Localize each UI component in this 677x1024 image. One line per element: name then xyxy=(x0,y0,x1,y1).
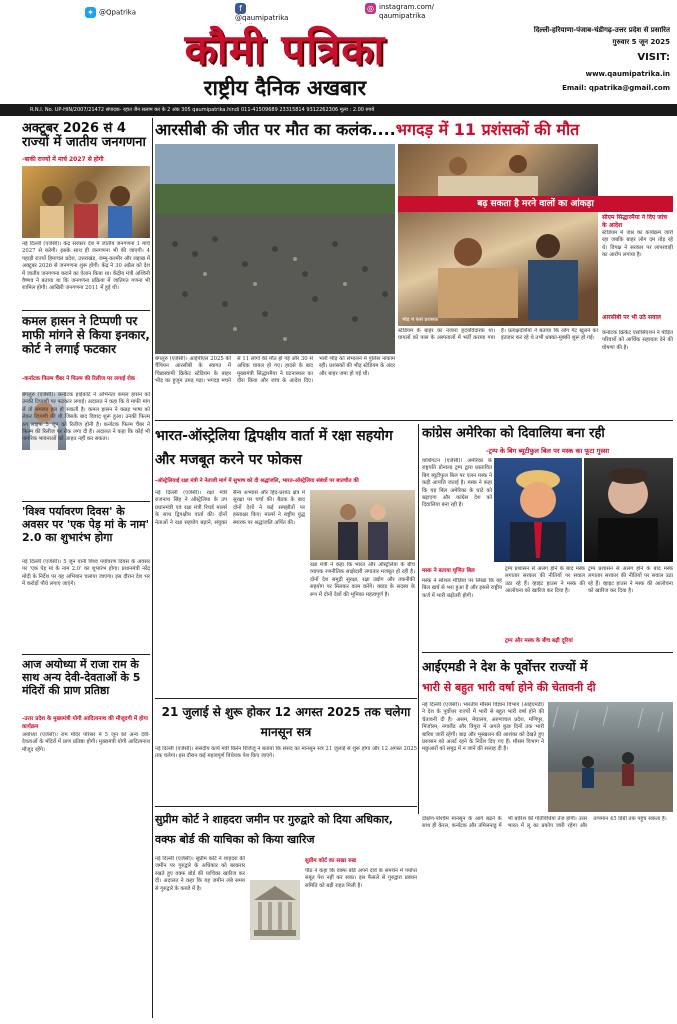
rescue-illustration xyxy=(398,144,598,196)
supreme-court-title[interactable]: सुप्रीम कोर्ट ने शाहदरा जमीन पर गुरुद्वारे को दिया अधिकार, वक्फ बोर्ड की याचिका को किया खारिज xyxy=(155,813,393,846)
india-australia-body-2: रक्षा मंत्री ने कहा कि भारत और ऑस्ट्रेलिया के बीच व्यापक रणनीतिक साझेदारी लगातार मजबूत हो रही है। दोनों देश समुद्री सुरक्षा, रक्षा उद्योग और तकनीकी सहयोग पर मिलकर काम करेंगे। क्वाड के सदस्य के रूप में दोनों देशों की भूमिका महत्वपूर्ण है। xyxy=(310,562,415,598)
twitter-icon: ✦ xyxy=(85,7,96,18)
rain-photo xyxy=(548,702,673,812)
injured-photo-2 xyxy=(398,212,598,326)
monsoon-body: नई दिल्ली (एजेंसी)। संसदीय कार्य मंत्री किरेन रिजिजू ने बताया कि संसद का मानसून सत्र 21 जुलाई से शुरू होगा और 12 अगस्त 2025 तक चलेगा। इस दौरान कई महत्वपूर्ण विधेयक पेश किए जाएंगे। xyxy=(155,746,417,760)
ministers-illustration xyxy=(310,490,415,560)
article-ayodhya-title[interactable]: आज अयोध्या में राजा राम के साथ अन्य देवी-देवताओं के 5 मंदिरों की प्राण प्रतिष्ठा xyxy=(22,658,141,697)
headline-part-b: भगदड़ में 11 प्रशंसकों की मौत xyxy=(395,120,580,139)
supreme-court-body-2: पीठ ने कहा कि वक्फ बोर्ड अपने दावे के समर्थन में पर्याप्त सबूत पेश नहीं कर सका। इस फैसले से गुरुद्वारा प्रबंधन समिति को बड़ी राहत मिली है। xyxy=(305,868,417,889)
facebook-handle[interactable]: f @qaumipatrika xyxy=(235,4,289,22)
vertical-divider xyxy=(418,424,419,814)
congress-body: वाशिंगटन (एजेंसी)। अमेरिका के राष्ट्रपति डोनाल्ड ट्रम्प द्वारा प्रस्तावित बिग ब्यूटीफुल बिल पर एलन मस्क ने कड़ी आपत्ति जताई है। मस्क ने कहा कि यह बिल अमेरिका के घाटे को बढ़ाएगा और कांग्रेस देश को दिवालिया बना रही है। xyxy=(422,458,492,509)
imd-title[interactable]: आईएमडी ने देश के पूर्वोत्तर राज्यों में xyxy=(422,659,588,674)
defence-meeting-photo xyxy=(310,490,415,560)
article-ayodhya-body: अयोध्या (एजेंसी)। राम मंदिर परिसर में 5 जून को अन्य देवी-देवताओं के मंदिरों में प्राण प्रतिष्ठा होगी। मुख्यमंत्री योगी आदित्यनाथ मौजूद रहेंगे। xyxy=(22,732,150,753)
flood-illustration xyxy=(548,702,673,812)
rcb-article-body: बेंगलुरु (एजेंसी)। आईपीएल 2025 की चैंपियन आरसीबी के स्वागत में चिन्नास्वामी क्रिकेट स्टेडियम के बाहर भीड़ का हुजूम उमड़ पड़ा। भगदड़ मचने से 11 लोगों की मौत हो गई और 30 से अधिक घायल हो गए। हादसे के बाद मुख्यमंत्री सिद्धारमैया ने घटनास्थल का दौरा किया और जांच के आदेश दिए। भारी भीड़ को संभालने में पुलिस नाकाम रही। प्रशंसकों की भीड़ स्टेडियम के अंदर और बाहर जमा हो गई थी। xyxy=(155,356,395,385)
monsoon-title[interactable]: 21 जुलाई से शुरू होकर 12 अगस्त 2025 तक चलेगा मानसून सत्र xyxy=(161,705,411,739)
masthead-subtitle: राष्ट्रीय दैनिक अखबार xyxy=(203,76,367,100)
instagram-handle[interactable]: ◎ instagram.com/ qaumipatrika xyxy=(367,3,435,20)
supreme-court-subtitle: सुप्रीम कोर्ट का सख्त रुख xyxy=(305,858,357,864)
headline-part-a: आरसीबी की जीत पर मौत का कलंक.... xyxy=(155,120,396,139)
congress-body-4: ट्रम्प प्रशासन से अलग होने के बाद मस्क लगातार सरकार की नीतियों पर सवाल उठा रहे हैं। व्हाइट हाउस ने मस्क की आलोचना को खारिज कर दिया है। xyxy=(588,566,673,595)
supreme-court-photo xyxy=(250,880,300,940)
congress-title[interactable]: कांग्रेस अमेरिका को दिवालिया बना रही xyxy=(422,426,605,441)
trump-portrait xyxy=(494,458,582,562)
article-ayodhya-sub: -उत्तर प्रदेश के मुख्यमंत्री योगी आदित्यनाथ की मौजूदगी में होगा कार्यक्रम xyxy=(22,716,148,730)
musk-portrait xyxy=(584,458,673,562)
social-bar xyxy=(0,0,677,24)
rcb-article-body-2: स्टेडियम के बाहर का नजारा हृदयविदारक था। घायलों को पास के अस्पतालों में भर्ती कराया गया है। प्रत्यक्षदर्शियों ने बताया कि लोग गेट खुलने का इंतजार कर रहे थे तभी धक्का-मुक्की शुरू हो गई। xyxy=(398,328,598,342)
website-link[interactable]: www.qaumipatrika.in xyxy=(585,70,670,78)
side-title-rcb[interactable]: आरसीबी पर भी उठे सवाल xyxy=(602,314,661,321)
trump-photo xyxy=(494,458,582,562)
left-column xyxy=(22,118,150,1018)
photo-caption: भीड़ में फंसे प्रशंसक xyxy=(402,317,438,323)
article-environment-body: नई दिल्ली (एजेंसी)। 5 जून यानी विश्व पर्यावरण दिवस के अवसर पर 'एक पेड़ मां के नाम 2.0' का शुभारंभ होगा। प्रधानमंत्री नरेंद्र मोदी के निर्देश पर यह अभियान चलाया जाएगा। इस दौरान देश भर में करोड़ों पौधे लगाए जाएंगे। xyxy=(22,559,150,588)
congress-body-3: ट्रम्प प्रशासन से अलग होने के बाद मस्क लगातार सरकार की नीतियों पर सवाल उठा रहे हैं। व्हाइट हाउस ने मस्क की आलोचना को खारिज कर दिया है। xyxy=(505,566,585,595)
congress-box-title-2: ट्रम्प और मस्क के बीच बढ़ी दूरियां xyxy=(505,638,573,644)
imd-sub[interactable]: भारी से बहुत भारी वर्षा होने की चेतावनी दी xyxy=(422,681,596,694)
article-kamal-sub: -कर्नाटक फिल्म चैंबर ने फिल्म की रिलीज पर लगाई रोक xyxy=(22,376,136,382)
sub-banner[interactable]: बढ़ सकता है मरने वालों का आंकड़ा xyxy=(398,196,673,212)
masthead-title: कौमी पत्रिका xyxy=(184,25,386,74)
twitter-handle[interactable]: ✦ @Qpatrika xyxy=(85,7,136,18)
supreme-court-body: नई दिल्ली (एजेंसी)। सुप्रीम कोर्ट ने शाहदरा की जमीन पर गुरुद्वारे के अधिकार को बरकरार रखते हुए वक्फ बोर्ड की याचिका खारिज कर दी। अदालत ने कहा कि यह जमीन लंबे समय से गुरुद्वारे के कब्जे में है। xyxy=(155,856,245,892)
masthead-regions: दिल्ली-हरियाणा-पंजाब-चंडीगढ़-उत्तर प्रदेश से प्रसारित xyxy=(533,26,670,34)
victim-illustration xyxy=(398,212,598,326)
court-building-illustration xyxy=(250,880,300,940)
imd-body-2: दक्षिण-पश्चिम मानसून के आगे बढ़ने के साथ ही केरल, कर्नाटक और तमिलनाडु में भी बारिश की गतिविधियां तेज होंगी। उत्तर भारत में लू का प्रकोप जारी रहेगा और तापमान 45 डिग्री तक पहुंच सकता है। xyxy=(422,816,667,830)
article-kamal-title[interactable]: कमल हासन ने टिप्पणी पर माफी मांगने से किया इनकार, कोर्ट ने लगाई फटकार xyxy=(22,314,150,356)
main-headline[interactable] xyxy=(155,118,673,142)
imd-body: नई दिल्ली (एजेंसी)। भारतीय मौसम विज्ञान विभाग (आईएमडी) ने देश के पूर्वोत्तर राज्यों में भारी से बहुत भारी वर्षा होने की चेतावनी दी है। असम, मेघालय, अरुणाचल प्रदेश, मणिपुर, मिजोरम, नगालैंड और त्रिपुरा में अगले कुछ दिनों तक भारी बारिश जारी रहेगी। बाढ़ और भूस्खलन की आशंका को देखते हुए प्रशासन को अलर्ट रहने के निर्देश दिए गए हैं। मौसम विभाग ने मछुआरों को समुद्र में न जाने की सलाह दी है। xyxy=(422,702,544,753)
side-title-probe[interactable]: सीएम सिद्धारमैया ने दिए जांच के आदेश xyxy=(602,214,668,229)
masthead xyxy=(0,24,677,104)
congress-box-title: मस्क ने बताया घृणित बिल xyxy=(422,568,475,574)
instagram-icon: ◎ xyxy=(365,3,376,14)
india-australia-body: नई दिल्ली (एजेंसी)। रक्षा मंत्री राजनाथ सिंह ने ऑस्ट्रेलिया के उप प्रधानमंत्री एवं रक्षा मंत्री रिचर्ड मार्ल्स के साथ द्विपक्षीय वार्ता की। दोनों नेताओं ने रक्षा सहयोग बढ़ाने, संयुक्त सैन्य अभ्यास और हिंद-प्रशांत क्षेत्र में सुरक्षा पर चर्चा की। बैठक के बाद दोनों देशों ने कई समझौतों पर हस्ताक्षर किए। मार्ल्स ने राष्ट्रीय युद्ध स्मारक पर श्रद्धांजलि अर्पित की। xyxy=(155,490,305,526)
crowd-photo xyxy=(155,144,395,354)
article-census-sub: -बाकी राज्यों में मार्च 2027 से होगी xyxy=(22,156,104,163)
section-divider-3 xyxy=(155,806,417,807)
email-link[interactable]: Email: qpatrika@gmail.com xyxy=(562,84,670,92)
column-divider xyxy=(152,118,153,1018)
crowd-illustration xyxy=(155,144,395,354)
article-census-body: नई दिल्ली (एजेंसी)। केंद्र सरकार देश में जातीय जनगणना 1 मार्च 2027 से करेगी। इसके साथ ही जनगणना भी की जाएगी। 4 पहाड़ी राज्यों हिमाचल प्रदेश, उत्तराखंड, जम्मू-कश्मीर और लद्दाख में अक्टूबर 2026 से जनगणना शुरू होगी। केंद्र ने 30 अप्रैल को देश में जातीय जनगणना कराने का ऐलान किया था। केंद्रीय मंत्री अश्विनी वैष्णव ने बताया था कि जनगणना प्रक्रिया में जातिगत गणना भी शामिल होगी। आखिरी जनगणना 2011 में हुई थी। xyxy=(22,241,150,292)
census-illustration xyxy=(22,166,150,238)
article-census-title[interactable]: अक्टूबर 2026 से 4 राज्यों में जातीय जनगणना xyxy=(22,122,146,150)
injured-photo xyxy=(398,144,598,196)
congress-sub: -ट्रम्प के बिग ब्यूटीफुल बिल पर मस्क का फूटा गुस्सा xyxy=(485,447,609,455)
article-environment-title[interactable]: 'विश्व पर्यावरण दिवस' के अवसर पर 'एक पेड़ मां के नाम' 2.0 का शुभारंभ होगा xyxy=(22,505,149,544)
facebook-icon: f xyxy=(235,3,246,14)
visit-box: VISIT: xyxy=(637,52,670,63)
right-narrow-column xyxy=(602,214,673,394)
section-divider-4 xyxy=(422,652,673,653)
section-divider xyxy=(155,420,673,421)
section-divider-2 xyxy=(155,698,417,699)
india-australia-title[interactable]: भारत-ऑस्ट्रेलिया द्विपक्षीय वार्ता में रक्षा सहयोग और मजबूत करने पर फोकस xyxy=(155,428,393,468)
side-body-probe: स्टेडियम में जश्न का कार्यक्रम जारी रहा जबकि बाहर लोग दम तोड़ रहे थे। विपक्ष ने सरकार पर लापरवाही का आरोप लगाया है। xyxy=(602,230,673,259)
congress-body-2: मस्क ने सोशल मीडिया पर लिखा कि यह बिल खर्च से भरा हुआ है और इससे राष्ट्रीय कर्ज में भारी बढ़ोतरी होगी। xyxy=(422,578,502,599)
side-body-rcb: कर्नाटक क्रिकेट एसोसिएशन ने पीड़ित परिवारों को आर्थिक सहायता देने की घोषणा की है। xyxy=(602,330,673,351)
musk-photo xyxy=(584,458,673,562)
census-photo xyxy=(22,166,150,238)
article-kamal-body: बेंगलुरु (एजेंसी)। कर्नाटक हाईकोर्ट ने अभिनेता कमल हासन को उनकी टिप्पणी पर फटकार लगाई। अदालत ने कहा कि वे माफी मांग लें तो समस्या हल हो सकती है। कमल हासन ने कन्नड़ भाषा को लेकर टिप्पणी की थी जिसके बाद विवाद शुरू हुआ। उनकी फिल्म ठग लाइफ 5 जून को रिलीज होनी है। कर्नाटक फिल्म चैंबर ने फिल्म की रिलीज पर रोक लगा दी है। अदालत ने कहा कि कोई भी नागरिक भावनाओं को आहत नहीं कर सकता। xyxy=(22,392,150,443)
info-bar: R.N.I. No. UP-HIN/2007/21472 संपादक- रहात जैन सलाम कर के 2 अंक 305 qaumipatrika.hindi 011-41509689 23315814 9312262306 मूल्य : 2.00 रुपये xyxy=(0,104,677,116)
masthead-date: गुरुवार 5 जून 2025 xyxy=(612,38,670,46)
india-australia-sub: -ऑस्ट्रेलियाई रक्षा मंत्री ने नेताजी मार्ग में सुभाष को दी श्रद्धांजलि, भारत-ऑस्ट्रेलिया संबंधों पर बातचीत की xyxy=(155,478,359,484)
